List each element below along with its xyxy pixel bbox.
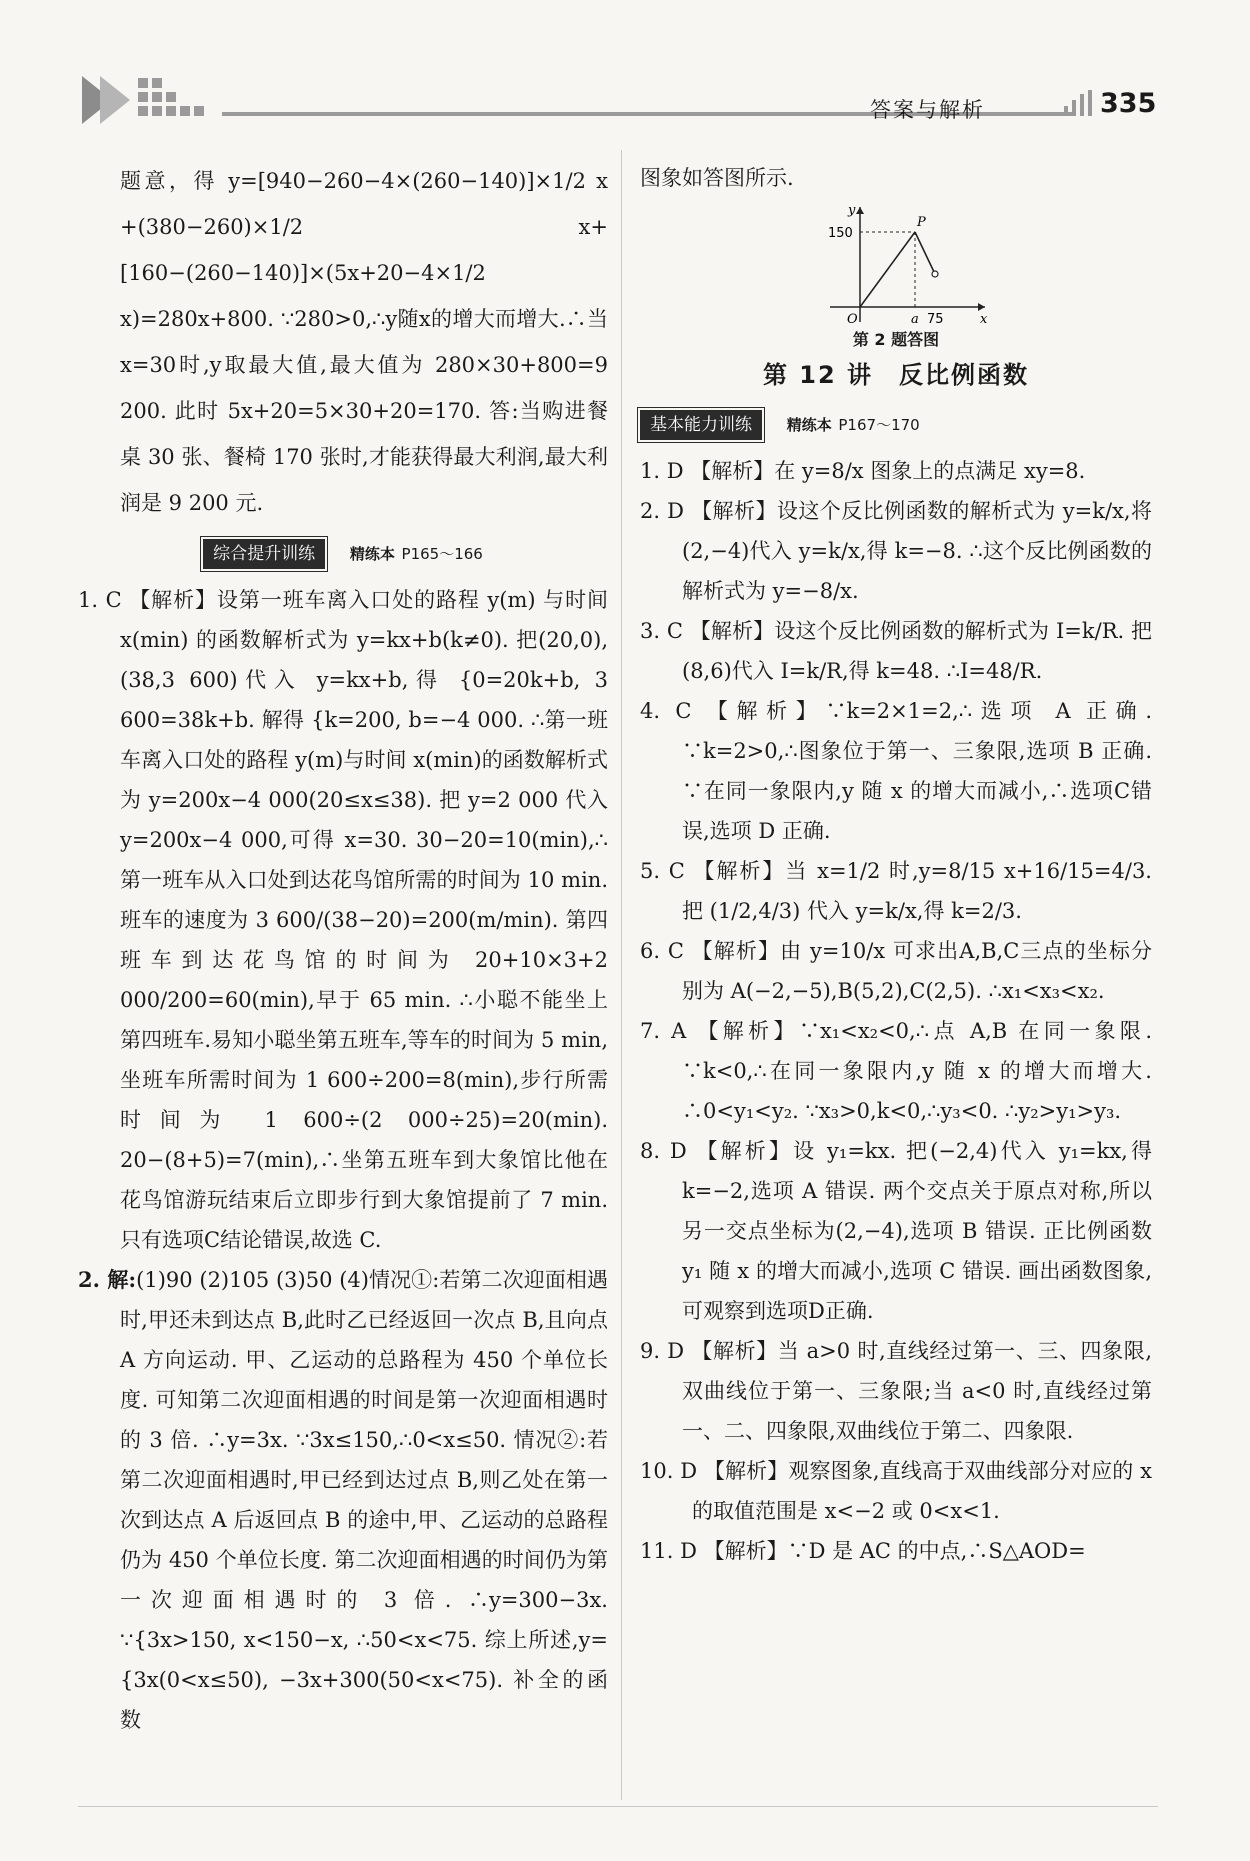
ref-range: P165～166: [401, 545, 483, 563]
column-divider: [621, 150, 622, 1800]
graph-intro: 图象如答图所示.: [640, 166, 794, 190]
answer-q2-label: 2. 解:: [78, 1267, 137, 1292]
header-bars-icon: [1062, 90, 1094, 116]
bottom-rule: [78, 1806, 1158, 1807]
answer-q1: 1. C 【解析】设第一班车离入口处的路程 y(m) 与时间 x(min) 的函数解析式为 y=kx+b(k≠0). 把(20,0),(38,3 600)代入 y=kx+b,得 {0=20k+b, 3 600=38k+b. 解得 {k=200, b=−4 000. ∴第一班车离入口处的路程 y(m)与时间 x(min)的函数解析式为 y=200x−4 000(20≤x≤38). 把 y=2 000 代入 y=200x−4 000,可得 x=30. 30−20=10(min),∴第一班车从入口处到达花鸟馆所需的时间为 10 min. 班车的速度为 3 600/(38−20)=200(m/min). 第四班车到达花鸟馆的时间为 20+10×3+2 000/200=60(min),早于 65 min. ∴小聪不能坐上第四班车.易知小聪坐第五班车,等车的时间为 5 min,坐班车所需时间为 1 600÷200=8(min),步行所需时间为 1 600÷(2 000÷25)=20(min). 20−(8+5)=7(min),∴坐第五班车到大象馆比他在花鸟馆游玩结束后立即步行到大象馆提前了 7 min. 只有选项C结论错误,故选 C.: [78, 588, 608, 1252]
x-tick-a: a: [911, 312, 919, 327]
answer-item: 4. C 【解析】∵k=2×1=2,∴选项 A 正确. ∵k=2>0,∴图象位于第一、三象限,选项 B 正确. ∵在同一象限内,y 随 x 的增大而减小,∴选项C错误,选项 D 正确.: [640, 699, 1152, 843]
origin-label: O: [847, 312, 858, 327]
answer-item: 10. D 【解析】观察图象,直线高于双曲线部分对应的 x 的取值范围是 x<−2 或 0<x<1.: [640, 1459, 1152, 1523]
answer-item: 1. D 【解析】在 y=8/x 图象上的点满足 xy=8.: [640, 459, 1086, 483]
segment-rising: [860, 232, 915, 307]
q-continued-text: 题意，得 y=[940−260−4×(260−140)]×1/2 x +(380−260)×1/2 x+[160−(260−140)]×(5x+20−4×1/2 x)=280x+800. ∵280>0,∴y随x的增大而增大.∴当x=30时,y取最大值,最大值为 280×30+800=9 200. 此时 5x+20=5×30+20=170. 答:当购进餐桌 30 张、餐椅 170 张时,才能获得最大利润,最大利润是 9 200 元.: [120, 169, 608, 515]
answer-q2-text: (1)90 (2)105 (3)50 (4)情况①:若第二次迎面相遇时,甲还未到达点 B,此时乙已经返回一次点 B,且向点 A 方向运动. 甲、乙运动的总路程为 450 个单位长度. 可知第二次迎面相遇的时间是第一次迎面相遇时的 3 倍. ∴y=3x. ∵3x≤150,∴0<x≤50. 情况②:若第二次迎面相遇时,甲已经到达过点 B,则乙处在第一次到达点 A 后返回点 B 的途中,甲、乙运动的总路程仍为 450 个单位长度. 第二次迎面相遇的时间仍为第一次迎面相遇时的 3 倍. ∴y=300−3x. ∵{3x>150, x<150−x, ∴50<x<75. 综上所述,y={3x(0<x≤50), −3x+300(50<x<75). 补全的函数: [120, 1268, 608, 1732]
answer-item: 9. D 【解析】当 a>0 时,直线经过第一、三、四象限,双曲线位于第一、三象限;当 a<0 时,直线经过第一、二、四象限,双曲线位于第二、四象限.: [640, 1339, 1152, 1443]
answer-item: 6. C 【解析】由 y=10/x 可求出A,B,C三点的坐标分别为 A(−2,−5),B(5,2),C(2,5). ∴x₁<x₃<x₂.: [640, 939, 1152, 1003]
graph-caption: 第 2 题答图: [852, 330, 940, 349]
right-column: [640, 158, 1152, 1571]
ref-label: 精练本: [786, 416, 832, 434]
answer-item: 11. D 【解析】∵D 是 AC 的中点,∴S△AOD=: [640, 1539, 1086, 1563]
open-endpoint: [932, 271, 938, 277]
left-column: [78, 158, 608, 1740]
answer-graph: [820, 202, 990, 327]
answer-item: 8. D 【解析】设 y₁=kx. 把(−2,4)代入 y₁=kx,得 k=−2,选项 A 错误. 两个交点关于原点对称,所以另一交点坐标为(2,−4),选项 B 错误. 正比例函数 y₁ 随 x 的增大而减小,选项 C 错误. 画出函数图象,可观察到选项D正确.: [640, 1139, 1152, 1323]
y-axis-label: y: [848, 203, 856, 218]
header-logo-icon: [78, 70, 218, 130]
answer-item: 7. A 【解析】∵x₁<x₂<0,∴点 A,B 在同一象限. ∵k<0,∴在同一象限内,y 随 x 的增大而增大. ∴0<y₁<y₂. ∵x₃>0,k<0,∴y₃<0. ∴y₂>y₁>y₃.: [640, 1019, 1152, 1123]
lecture-title: 第 12 讲 反比例函数: [762, 361, 1030, 389]
header-section-title: 答案与解析: [870, 98, 985, 122]
y-tick-150: 150: [828, 226, 853, 241]
segment-falling: [915, 232, 935, 274]
page-number: 335: [1100, 88, 1157, 119]
section-badge: 基本能力训练: [640, 410, 762, 440]
x-axis-label: x: [980, 312, 988, 327]
answer-item: 5. C 【解析】当 x=1/2 时,y=8/15 x+16/15=4/3. 把 (1/2,4/3) 代入 y=k/x,得 k=2/3.: [640, 859, 1152, 923]
x-axis-arrow: [978, 303, 985, 311]
answer-q2: [78, 1260, 608, 1740]
section-header-comprehensive: [78, 532, 608, 574]
section-badge: 综合提升训练: [203, 539, 325, 569]
answer-item: 3. C 【解析】设这个反比例函数的解析式为 I=k/R. 把(8,6)代入 I=k/R,得 k=48. ∴I=48/R.: [640, 619, 1152, 683]
answer-item: 2. D 【解析】设这个反比例函数的解析式为 y=k/x,将(2,−4)代入 y=k/x,得 k=−8. ∴这个反比例函数的解析式为 y=−8/x.: [640, 499, 1152, 603]
x-tick-75: 75: [927, 312, 944, 327]
section-header-basic: [640, 403, 1152, 445]
y-axis-arrow: [856, 207, 864, 214]
ref-label: 精练本: [349, 545, 395, 563]
peak-label: P: [917, 215, 926, 230]
ref-range: P167～170: [838, 416, 920, 434]
